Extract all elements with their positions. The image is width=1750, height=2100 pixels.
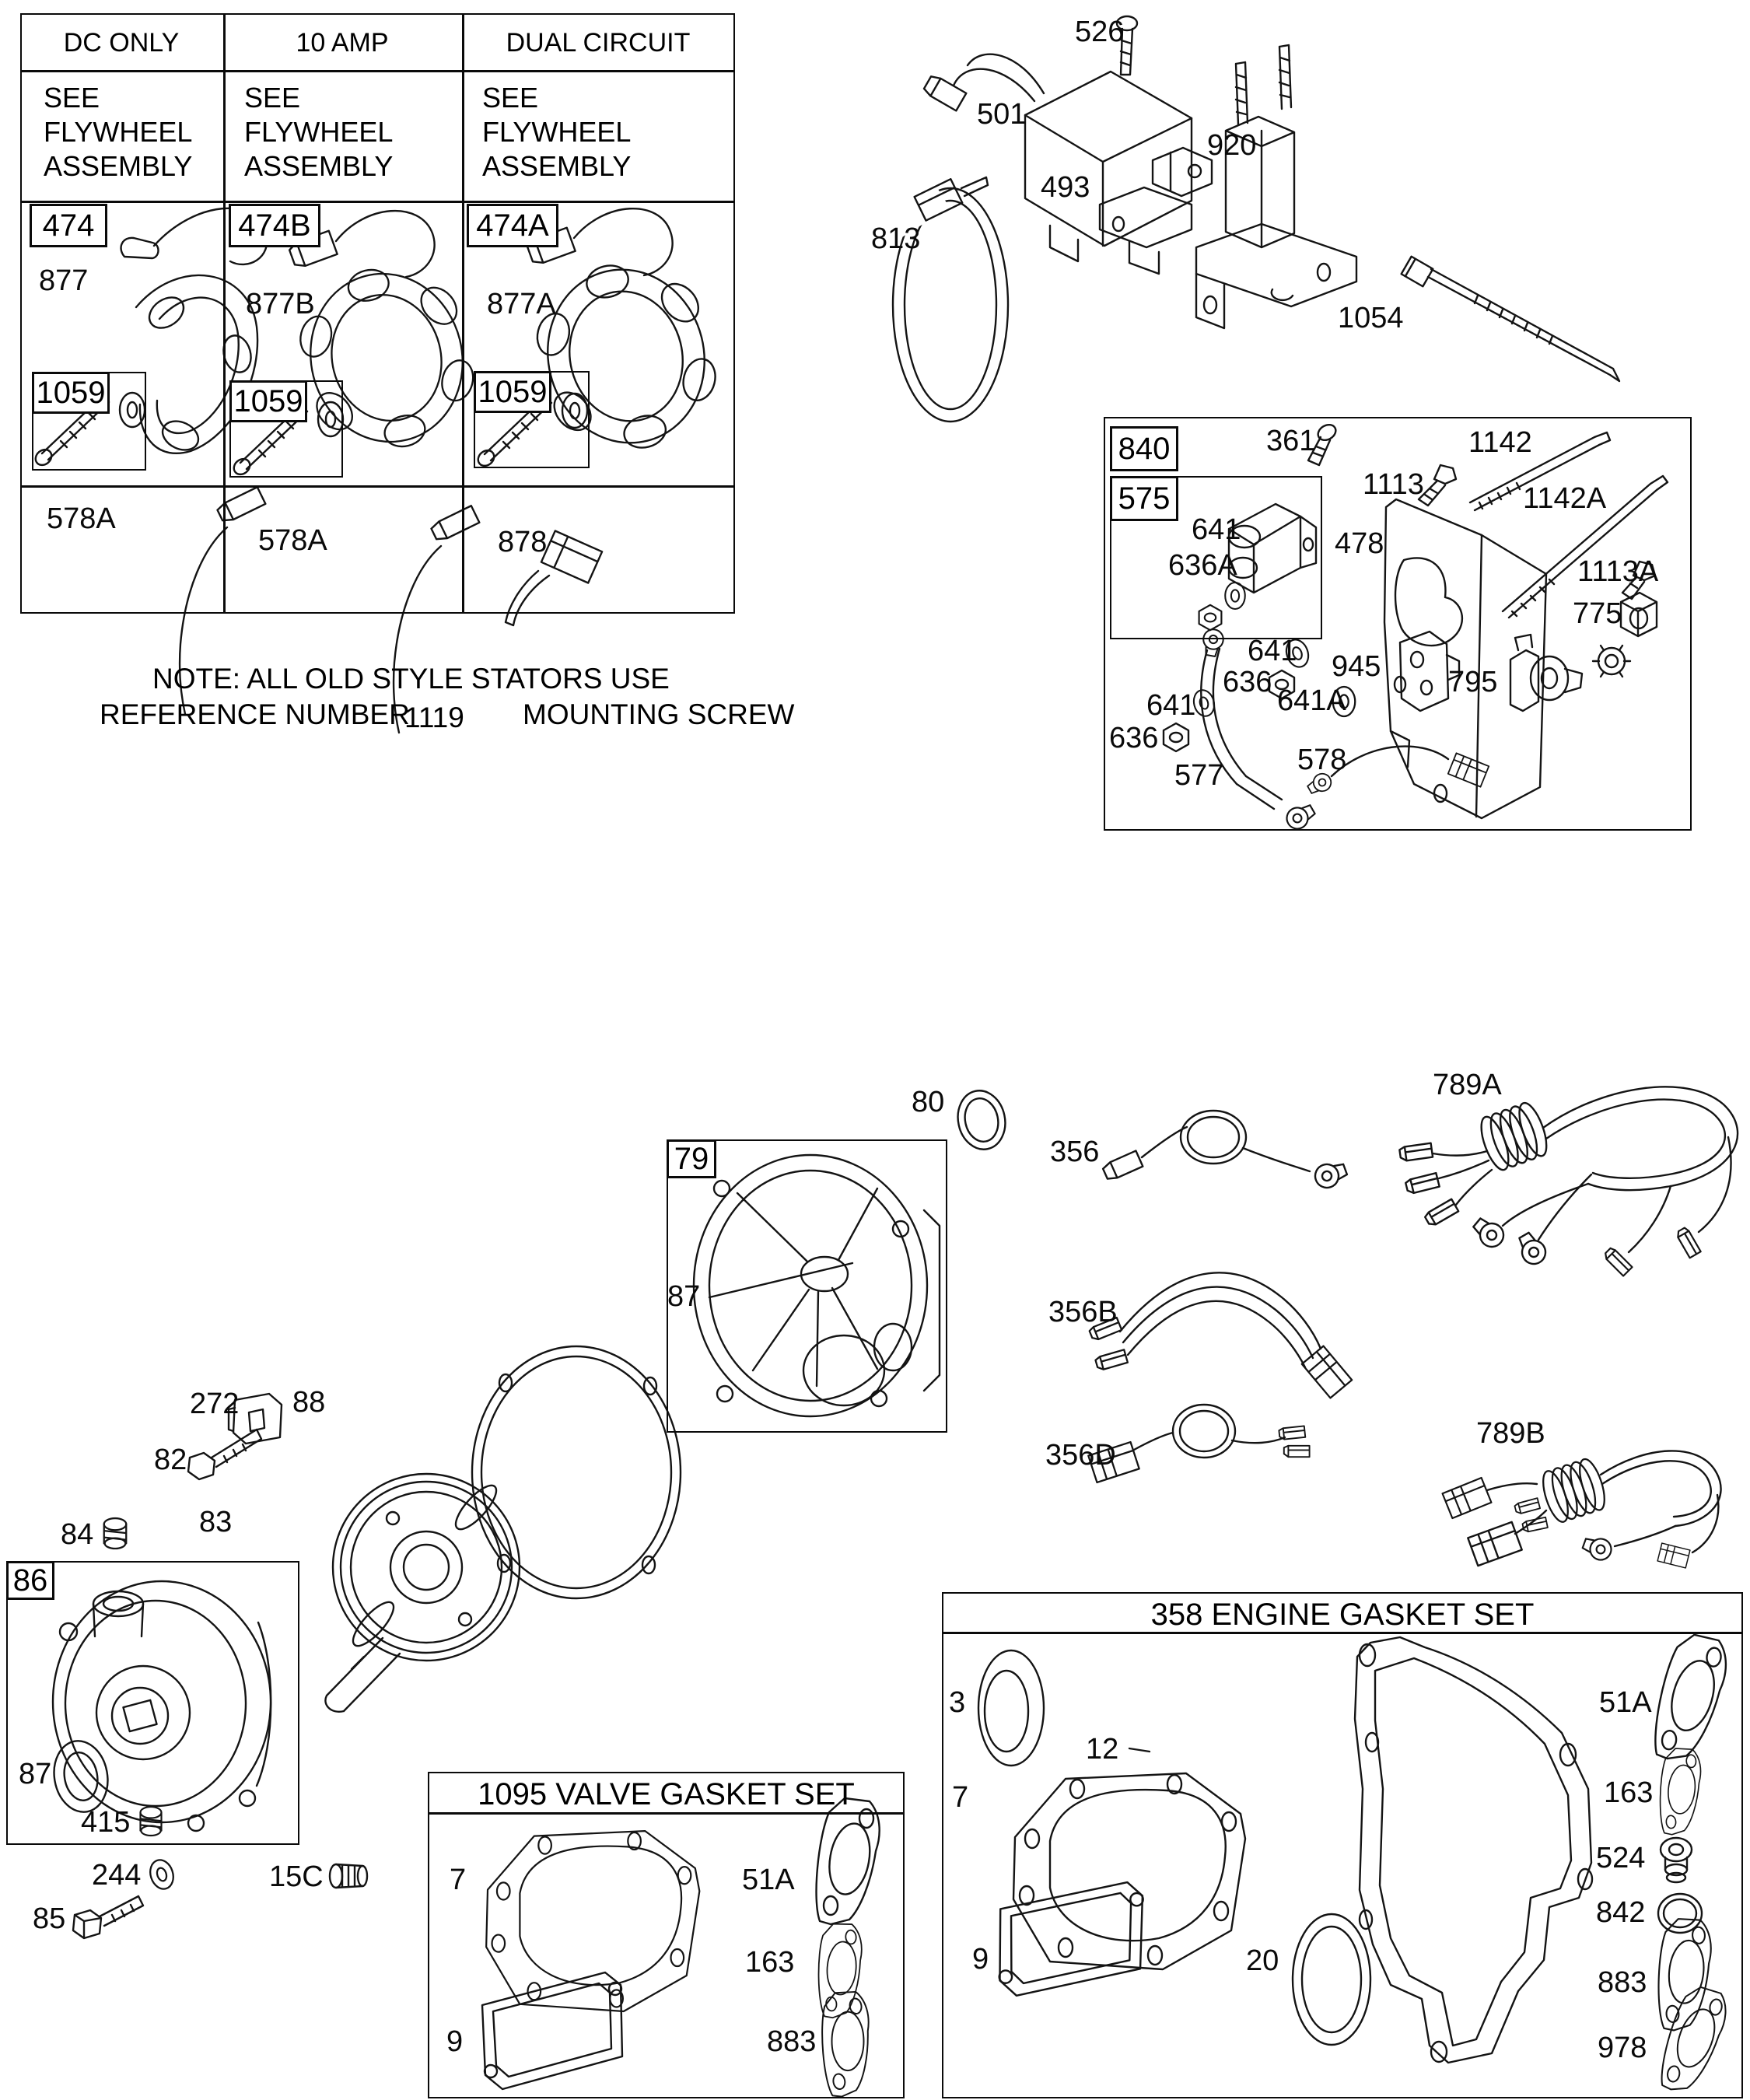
engine-gasket-set-title: 358 ENGINE GASKET SET — [1150, 1598, 1535, 1632]
group-box-86: 86 — [6, 1561, 54, 1600]
table-col-line-2 — [462, 13, 464, 614]
part-label-641-2: 641 — [1146, 689, 1196, 722]
wire-356B-drawing — [1089, 1272, 1352, 1398]
washer-244-drawing — [147, 1857, 177, 1892]
wire-356-drawing — [1102, 1111, 1349, 1191]
part-label-493: 493 — [1041, 171, 1090, 204]
part-box-1059-3: 1059 — [474, 371, 551, 413]
part-box-474: 474 — [30, 204, 107, 247]
part-label-478: 478 — [1335, 527, 1384, 560]
part-label-636-2: 636 — [1109, 722, 1159, 754]
part-label-775: 775 — [1573, 597, 1622, 630]
table-row-line-1 — [20, 70, 735, 72]
stator-note-line2-ref: 1119 — [404, 702, 464, 733]
part-label-85: 85 — [33, 1902, 66, 1935]
part-label-641-1: 641 — [1248, 635, 1297, 667]
part-label-641-in-box: 641 — [1192, 513, 1241, 546]
part-label-88: 88 — [292, 1386, 326, 1419]
part-label-20: 20 — [1246, 1944, 1279, 1977]
table-header-dual-circuit: DUAL CIRCUIT — [506, 28, 691, 58]
part-label-84: 84 — [61, 1518, 94, 1551]
part-label-501: 501 — [977, 98, 1027, 131]
part-label-1054: 1054 — [1338, 302, 1404, 334]
part-label-641A: 641A — [1277, 684, 1346, 717]
part-label-524: 524 — [1596, 1842, 1646, 1874]
part-label-813: 813 — [871, 222, 921, 255]
part-label-1113A: 1113A — [1577, 555, 1659, 588]
part-box-1059-2: 1059 — [229, 380, 307, 422]
part-label-842: 842 — [1596, 1896, 1646, 1929]
part-label-877B: 877B — [246, 288, 315, 320]
group-box-575: 575 — [1110, 476, 1178, 521]
part-label-87-cover: 87 — [19, 1758, 52, 1790]
valve-gasket-set-frame — [428, 1772, 905, 2098]
part-label-356D: 356D — [1045, 1439, 1116, 1472]
part-label-356B: 356B — [1048, 1296, 1118, 1328]
part-label-636A: 636A — [1168, 549, 1237, 582]
harness-789B-drawing — [1443, 1451, 1721, 1568]
harness-789A-drawing — [1399, 1087, 1738, 1276]
table-col-line-1 — [223, 13, 226, 614]
part-label-51A-engineset: 51A — [1599, 1686, 1652, 1719]
part-label-578: 578 — [1297, 744, 1347, 776]
part-label-51A-valveset: 51A — [742, 1864, 795, 1896]
part-label-1142A: 1142A — [1523, 482, 1607, 515]
bolt-82-drawing — [188, 1430, 261, 1479]
table-row-line-2 — [20, 201, 735, 203]
cover-86-frame — [6, 1561, 299, 1845]
part-label-9-engineset: 9 — [972, 1943, 989, 1976]
table-header-10-amp: 10 AMP — [296, 28, 389, 58]
see-flywheel-assembly-3: SEE FLYWHEEL ASSEMBLY — [482, 82, 632, 182]
part-label-3: 3 — [949, 1686, 966, 1719]
wire-356D-drawing — [1088, 1405, 1309, 1482]
part-box-474B: 474B — [229, 204, 320, 247]
part-label-978: 978 — [1598, 2032, 1647, 2064]
part-label-636-1: 636 — [1223, 666, 1272, 698]
part-label-578A-1: 578A — [47, 502, 116, 535]
stator-note-line2-left: REFERENCE NUMBER — [100, 698, 410, 730]
table-row-line-3 — [20, 485, 735, 488]
part-label-526: 526 — [1075, 16, 1125, 48]
part-label-877: 877 — [39, 264, 89, 297]
valve-gasket-title-line — [428, 1812, 905, 1815]
part-label-83: 83 — [199, 1506, 233, 1538]
part-box-474A: 474A — [467, 204, 558, 247]
part-label-80: 80 — [912, 1086, 945, 1118]
part-label-878: 878 — [498, 526, 548, 558]
part-label-1113: 1113 — [1363, 468, 1424, 501]
part-label-9-valveset: 9 — [446, 2025, 464, 2058]
part-label-7-engineset: 7 — [952, 1781, 969, 1814]
starter-switch-920-drawing — [1196, 45, 1356, 328]
part-label-82: 82 — [154, 1444, 187, 1476]
see-flywheel-assembly-2: SEE FLYWHEEL ASSEMBLY — [244, 82, 394, 182]
part-label-356: 356 — [1050, 1136, 1100, 1168]
part-label-15C: 15C — [269, 1860, 324, 1893]
stator-note-line2-right: MOUNTING SCREW — [523, 698, 795, 730]
part-label-7-valveset: 7 — [450, 1864, 467, 1896]
part-label-578A-2: 578A — [258, 524, 327, 557]
group-box-840: 840 — [1110, 426, 1178, 471]
part-label-244: 244 — [92, 1859, 142, 1892]
part-label-945: 945 — [1332, 650, 1381, 683]
part-label-883-valveset: 883 — [767, 2025, 817, 2058]
part-label-1142: 1142 — [1468, 426, 1532, 459]
plug-84-drawing — [104, 1518, 127, 1549]
part-label-877A: 877A — [487, 288, 556, 320]
part-label-163-valveset: 163 — [745, 1946, 795, 1979]
part-label-789B: 789B — [1476, 1417, 1545, 1450]
bolt-85-drawing — [73, 1896, 143, 1938]
valve-gasket-set-title: 1095 VALVE GASKET SET — [478, 1777, 855, 1811]
oring-80-drawing — [953, 1087, 1010, 1154]
bracket-493-drawing — [1100, 148, 1212, 274]
flywheel-83-drawing — [325, 1474, 520, 1712]
part-label-361: 361 — [1266, 425, 1316, 457]
regulator-501-drawing — [922, 54, 1192, 261]
gasket-88-drawing — [472, 1346, 681, 1598]
part-label-415: 415 — [81, 1806, 131, 1839]
backplate-79-frame — [667, 1139, 947, 1433]
cap-15C-drawing — [330, 1864, 367, 1888]
group-box-79: 79 — [667, 1139, 716, 1178]
part-box-1059-1: 1059 — [32, 372, 110, 414]
part-label-920: 920 — [1207, 129, 1257, 162]
cable-tie-1054-drawing — [1402, 257, 1619, 381]
part-label-795: 795 — [1448, 666, 1498, 698]
table-header-dc-only: DC ONLY — [63, 28, 180, 58]
stator-note-line1: NOTE: ALL OLD STYLE STATORS USE — [152, 663, 670, 695]
part-label-163-engineset: 163 — [1604, 1776, 1654, 1809]
part-label-12: 12 — [1086, 1733, 1119, 1766]
part-label-272: 272 — [190, 1388, 240, 1420]
clamp-813-drawing — [880, 172, 1008, 422]
part-label-883-engineset: 883 — [1598, 1966, 1647, 1999]
part-label-87-backplate: 87 — [667, 1280, 701, 1313]
part-label-789A: 789A — [1433, 1069, 1502, 1101]
part-label-577: 577 — [1174, 759, 1224, 792]
see-flywheel-assembly-1: SEE FLYWHEEL ASSEMBLY — [44, 82, 193, 182]
